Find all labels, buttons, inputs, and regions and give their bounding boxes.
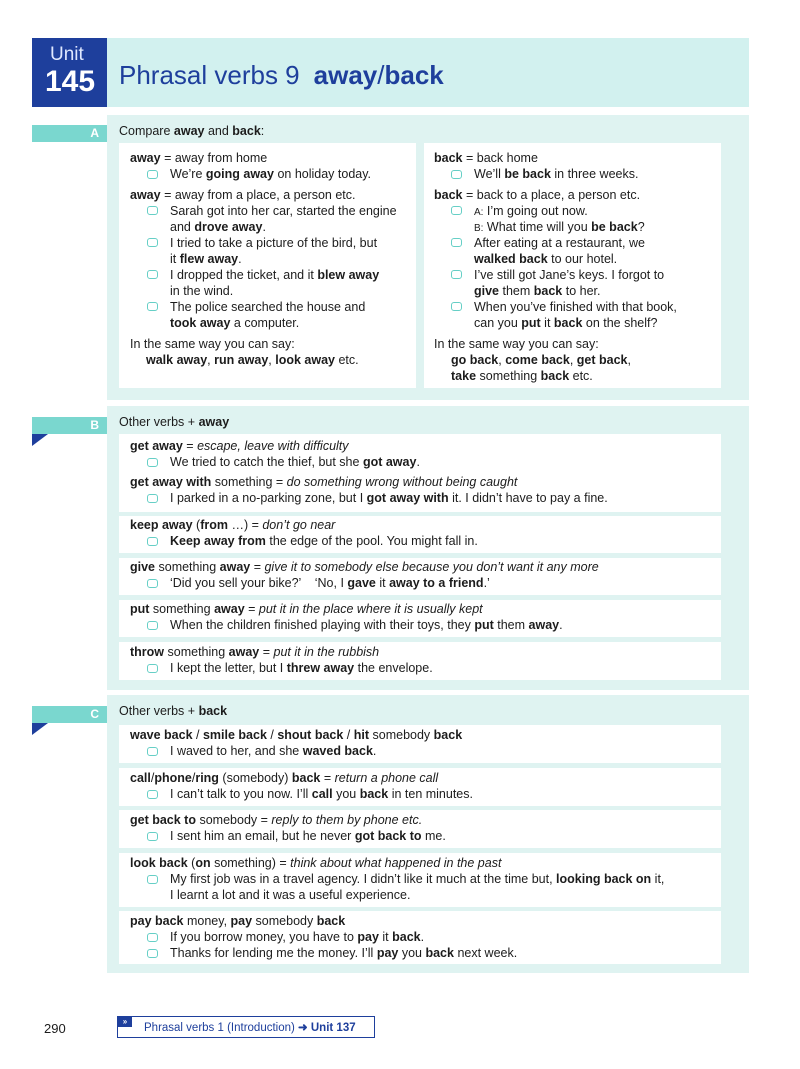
bullet-icon — [147, 494, 158, 503]
definition: give something away = give it to somebody else because you don’t want it any more — [130, 560, 599, 574]
definition: pay back money, pay somebody back — [130, 914, 346, 928]
section-b-tab: B — [32, 417, 107, 434]
example: in the wind. — [170, 284, 234, 298]
bullet-icon — [147, 579, 158, 588]
entry-box — [119, 810, 721, 848]
example: ‘Did you sell your bike?’ ‘No, I gave it away to a friend.’ — [170, 576, 490, 590]
example: I parked in a no-parking zone, but I got away with it. I didn’t have to pay a fine. — [170, 491, 608, 505]
example: I kept the letter, but I threw away the envelope. — [170, 661, 433, 675]
bullet-icon — [147, 206, 158, 215]
cross-reference-link[interactable] — [117, 1016, 375, 1038]
example: When you’ve finished with that book, — [474, 300, 677, 314]
entry-box — [119, 642, 721, 680]
bullet-icon — [451, 238, 462, 247]
note: walk away, run away, look away etc. — [146, 353, 359, 367]
definition: get away with something = do something wrong without being caught — [130, 475, 518, 489]
bullet-icon — [147, 875, 158, 884]
entry-box — [119, 434, 721, 512]
section-a-right-box — [424, 143, 721, 388]
example: I’ve still got Jane’s keys. I forgot to — [474, 268, 665, 282]
example: and drove away. — [170, 220, 266, 234]
example: My first job was in a travel agency. I didn’t like it much at the time but, looking back on it, — [170, 872, 665, 886]
definition: away = away from home — [130, 151, 268, 165]
bullet-icon — [451, 302, 462, 311]
definition: throw something away = put it in the rubbish — [130, 645, 380, 659]
bullet-icon — [147, 664, 158, 673]
bullet-icon — [147, 458, 158, 467]
unit-number: 145 — [45, 65, 96, 98]
cross-reference-text: Phrasal verbs 1 (Introduction) ➜ Unit 137 — [144, 1022, 356, 1034]
example: I sent him an email, but he never got back to me. — [170, 829, 446, 843]
section-a-tab: A — [32, 125, 107, 142]
bullet-icon — [147, 790, 158, 799]
entry-box — [119, 725, 721, 763]
note: In the same way you can say: — [434, 337, 599, 351]
corner-marker — [32, 723, 48, 735]
page-number: 290 — [44, 1021, 66, 1036]
bullet-icon — [147, 238, 158, 247]
definition: keep away (from …) = don’t go near — [130, 518, 336, 532]
example: walked back to our hotel. — [474, 252, 618, 266]
bullet-icon — [147, 621, 158, 630]
example: it flew away. — [170, 252, 242, 266]
bullet-icon — [451, 170, 462, 179]
example: I tried to take a picture of the bird, but — [170, 236, 378, 250]
example: I can’t talk to you now. I’ll call you back in ten minutes. — [170, 787, 473, 801]
example: We tried to catch the thief, but she got away. — [170, 455, 420, 469]
example: can you put it back on the shelf? — [474, 316, 658, 330]
bullet-icon — [147, 302, 158, 311]
bullet-icon — [147, 270, 158, 279]
double-arrow-icon: » — [118, 1017, 132, 1027]
example: I learnt a lot and it was a useful experience. — [170, 888, 411, 902]
section-a-left-box — [119, 143, 416, 388]
entry-box — [119, 853, 721, 907]
example: The police searched the house and — [170, 300, 366, 314]
example: took away a computer. — [170, 316, 300, 330]
bullet-icon — [451, 270, 462, 279]
entry-box — [119, 558, 721, 595]
definition: wave back / smile back / shout back / hit somebody back — [130, 728, 463, 742]
definition: back = back home — [434, 151, 538, 165]
definition: put something away = put it in the place where it is usually kept — [130, 602, 483, 616]
bullet-icon — [147, 832, 158, 841]
bullet-icon — [451, 206, 462, 215]
example: B: What time will you be back? — [474, 220, 645, 234]
definition: call/phone/ring (somebody) back = return a phone call — [130, 771, 439, 785]
example: After eating at a restaurant, we — [474, 236, 645, 250]
example: When the children finished playing with their toys, they put them away. — [170, 618, 563, 632]
example: I dropped the ticket, and it blew away — [170, 268, 380, 282]
bullet-icon — [147, 747, 158, 756]
entry-box — [119, 768, 721, 806]
definition: back = back to a place, a person etc. — [434, 188, 641, 202]
note: In the same way you can say: — [130, 337, 295, 351]
entry-box — [119, 600, 721, 637]
corner-marker — [32, 434, 48, 446]
unit-label: Unit — [50, 44, 84, 65]
example: We’ll be back in three weeks. — [474, 167, 639, 181]
example: A: I’m going out now. — [474, 204, 588, 218]
bullet-icon — [147, 537, 158, 546]
example: give them back to her. — [474, 284, 601, 298]
definition: away = away from a place, a person etc. — [130, 188, 356, 202]
example: Keep away from the edge of the pool. You might fall in. — [170, 534, 478, 548]
section-c-tab: C — [32, 706, 107, 723]
example: Sarah got into her car, started the engine — [170, 204, 397, 218]
definition: get back to somebody = reply to them by phone etc. — [130, 813, 423, 827]
example: We’re going away on holiday today. — [170, 167, 372, 181]
note: take something back etc. — [451, 369, 593, 383]
title-bar — [107, 38, 749, 107]
bullet-icon — [147, 933, 158, 942]
example: I waved to her, and she waved back. — [170, 744, 377, 758]
bullet-icon — [147, 949, 158, 958]
entry-box — [119, 516, 721, 553]
unit-badge — [32, 38, 107, 107]
section-c-heading: Other verbs + back — [119, 704, 228, 718]
section-a-heading: Compare away and back: — [119, 124, 265, 138]
entry-box — [119, 911, 721, 964]
section-b-heading: Other verbs + away — [119, 415, 230, 429]
page-title: Phrasal verbs 9 away/back — [119, 60, 444, 90]
definition: get away = escape, leave with difficulty — [130, 439, 349, 453]
example: If you borrow money, you have to pay it back. — [170, 930, 425, 944]
bullet-icon — [147, 170, 158, 179]
note: go back, come back, get back, — [451, 353, 631, 367]
definition: look back (on something) = think about what happened in the past — [130, 856, 502, 870]
example: Thanks for lending me the money. I’ll pay you back next week. — [170, 946, 518, 960]
